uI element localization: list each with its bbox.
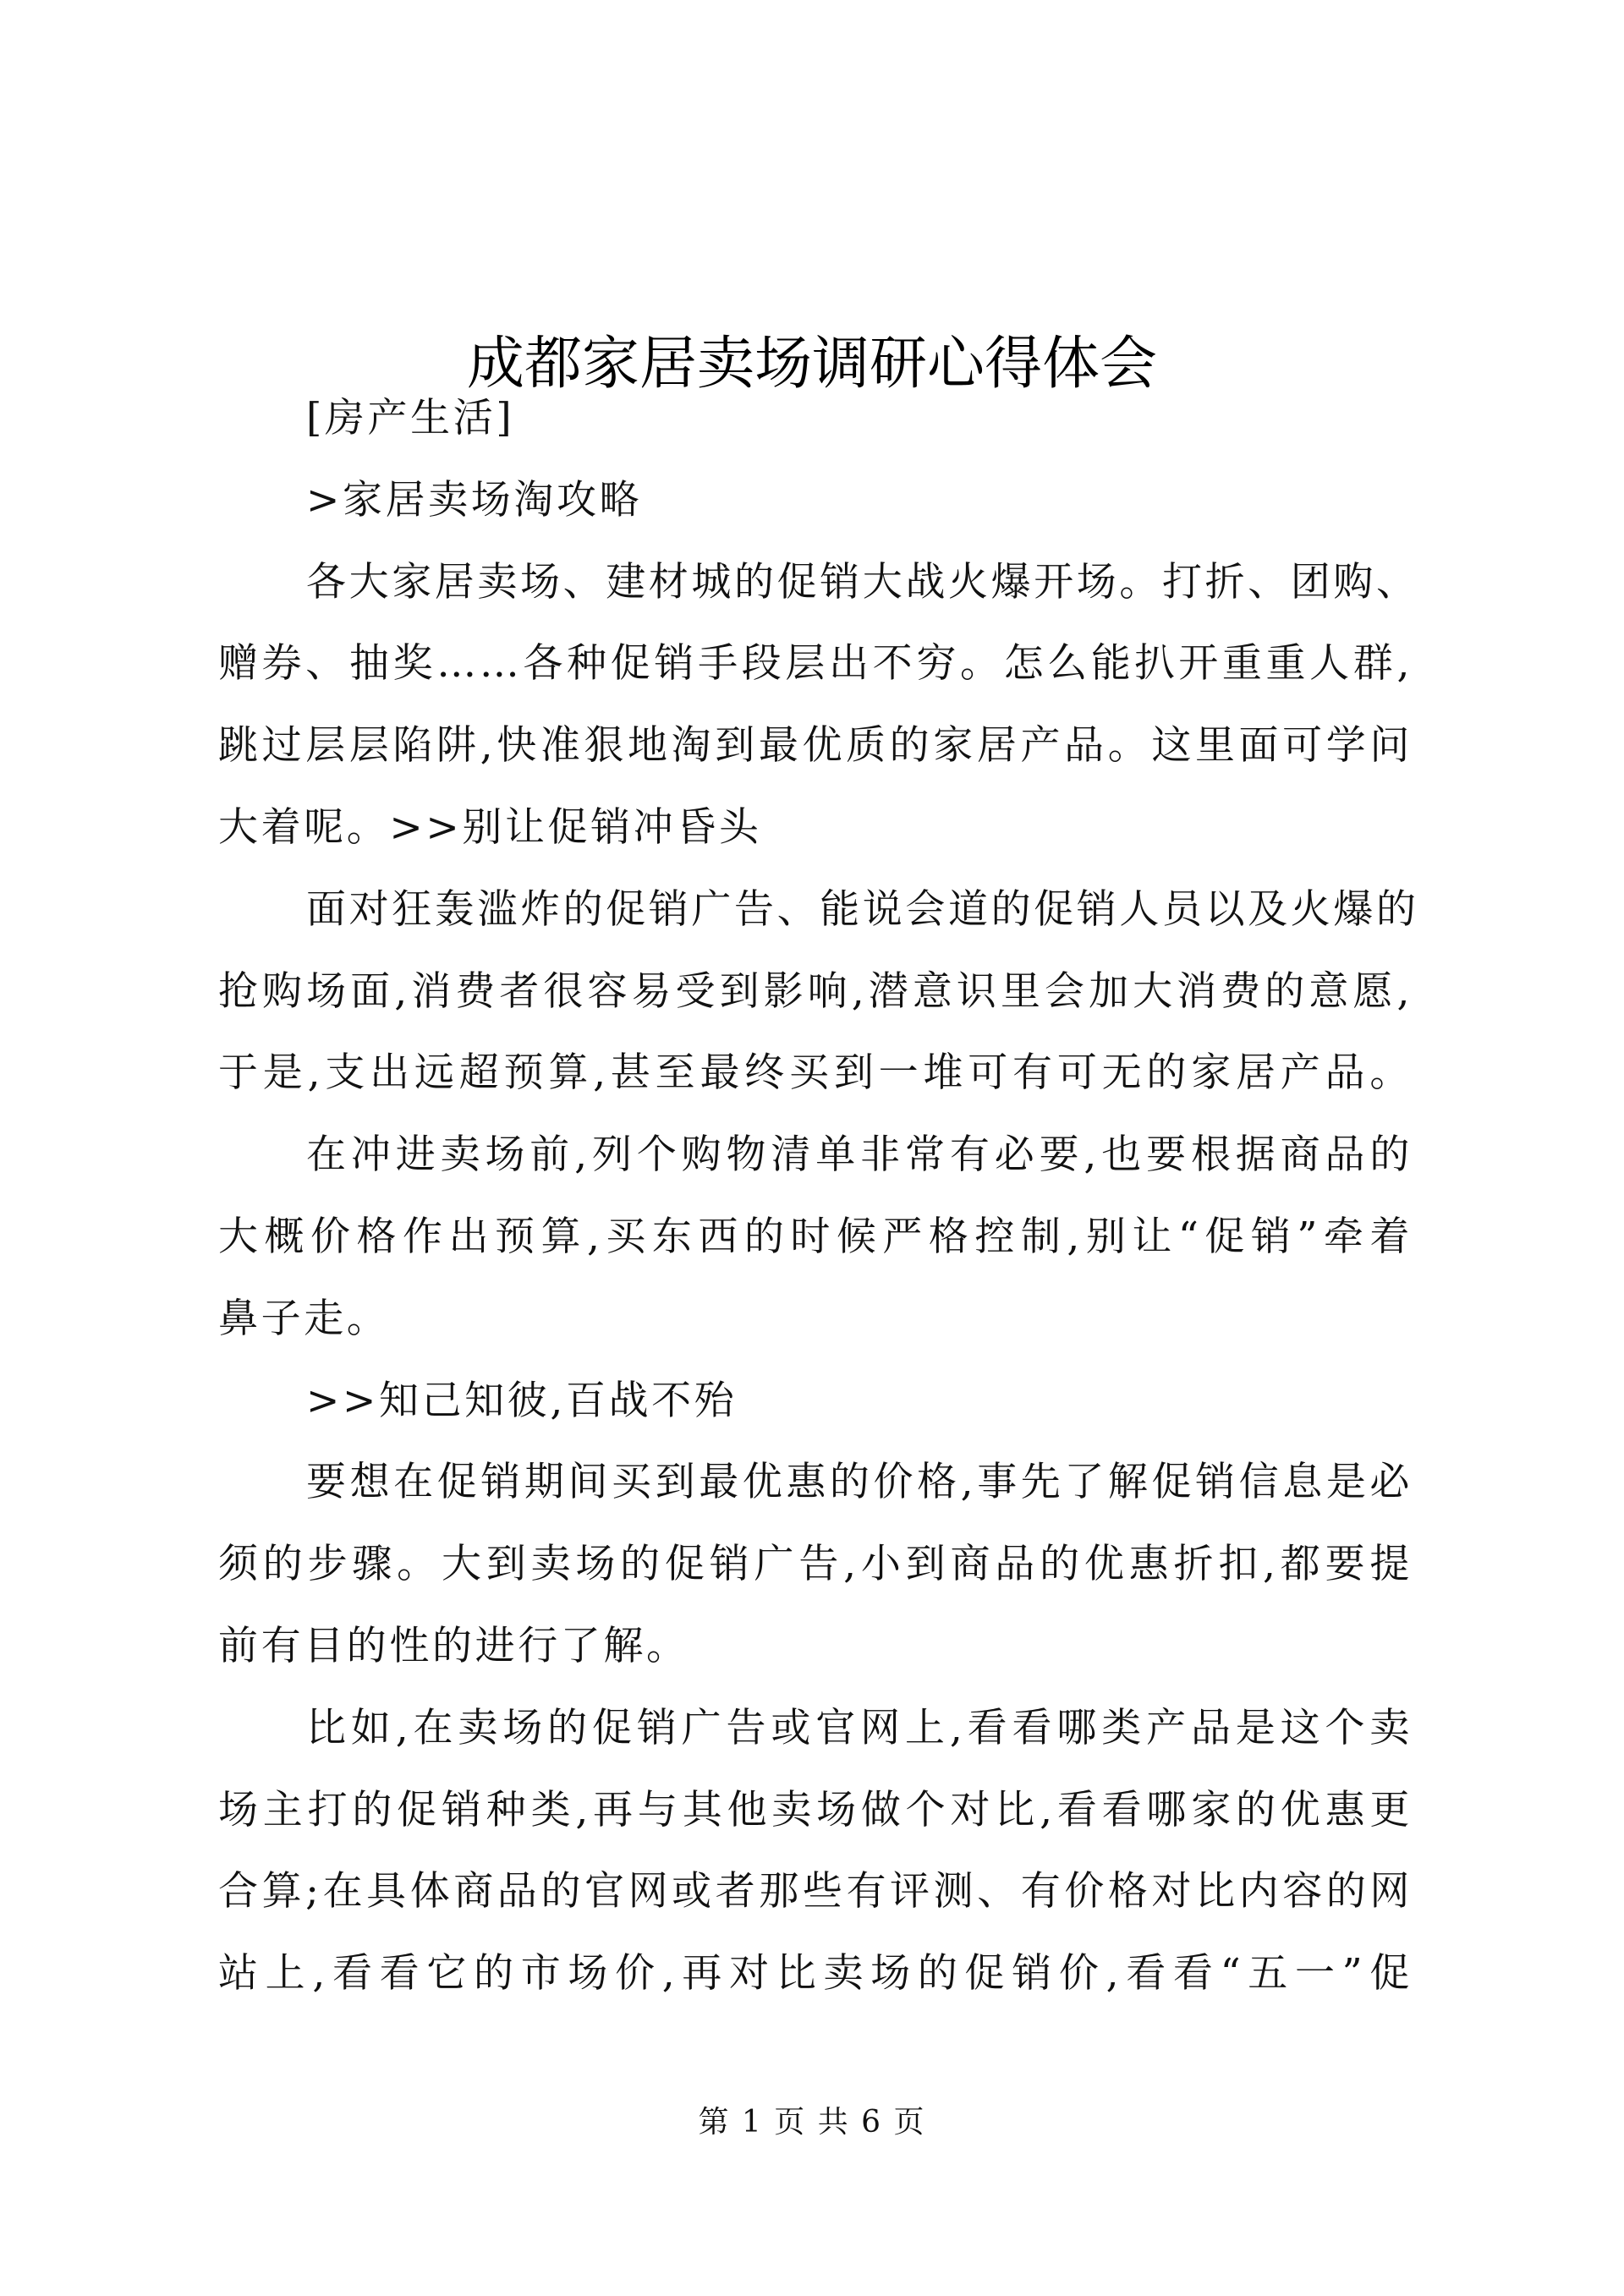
page-number-footer: 第 1 页 共 6 页 bbox=[698, 2105, 926, 2140]
line-section-heading: >家居卖场淘攻略 bbox=[306, 476, 643, 523]
document-body bbox=[218, 378, 1419, 2015]
paragraph-line: 站上,看看它的市场价,再对比卖场的促销价,看看“五一”促 bbox=[218, 1950, 1413, 1997]
paragraph-line: 在冲进卖场前,列个购物清单非常有必要,也要根据商品的 bbox=[306, 1132, 1413, 1179]
section-heading-line: >>知己知彼,百战不殆 bbox=[306, 1377, 738, 1424]
paragraph-line: 前有目的性的进行了解。 bbox=[218, 1622, 689, 1669]
paragraph-line: 须的步骤。大到卖场的促销广告,小到商品的优惠折扣,都要提 bbox=[218, 1541, 1413, 1588]
paragraph-line: 场主打的促销种类,再与其他卖场做个对比,看看哪家的优惠更 bbox=[218, 1786, 1413, 1833]
document-title: 成都家居卖场调研心得体会 bbox=[466, 330, 1157, 397]
paragraph-line: 鼻子走。 bbox=[218, 1295, 390, 1342]
paragraph-line: 大概价格作出预算,买东西的时候严格控制,别让“促销”牵着 bbox=[218, 1213, 1413, 1260]
paragraph-line: 于是,支出远超预算,甚至最终买到一堆可有可无的家居产品。 bbox=[218, 1049, 1413, 1097]
paragraph-line: 比如,在卖场的促销广告或官网上,看看哪类产品是这个卖 bbox=[306, 1704, 1413, 1751]
paragraph-line: 各大家居卖场、建材城的促销大战火爆开场。打折、团购、 bbox=[306, 558, 1419, 606]
line-category-tag: [房产生活] bbox=[306, 395, 515, 441]
paragraph-line: 面对狂轰滥炸的促销广告、能说会道的促销人员以及火爆的 bbox=[306, 885, 1419, 933]
paragraph-line: 合算;在具体商品的官网或者那些有评测、有价格对比内容的网 bbox=[218, 1868, 1413, 1915]
paragraph-line: 大着呢。>>别让促销冲昏头 bbox=[218, 803, 762, 851]
paragraph-line: 抢购场面,消费者很容易受到影响,潜意识里会加大消费的意愿, bbox=[218, 967, 1413, 1015]
paragraph-line: 要想在促销期间买到最优惠的价格,事先了解促销信息是必 bbox=[306, 1459, 1413, 1506]
paragraph-line: 跳过层层陷阱,快准狠地淘到最优质的家居产品。这里面可学问 bbox=[218, 722, 1413, 770]
paragraph-line: 赠券、抽奖……各种促销手段层出不穷。怎么能扒开重重人群, bbox=[218, 640, 1413, 688]
